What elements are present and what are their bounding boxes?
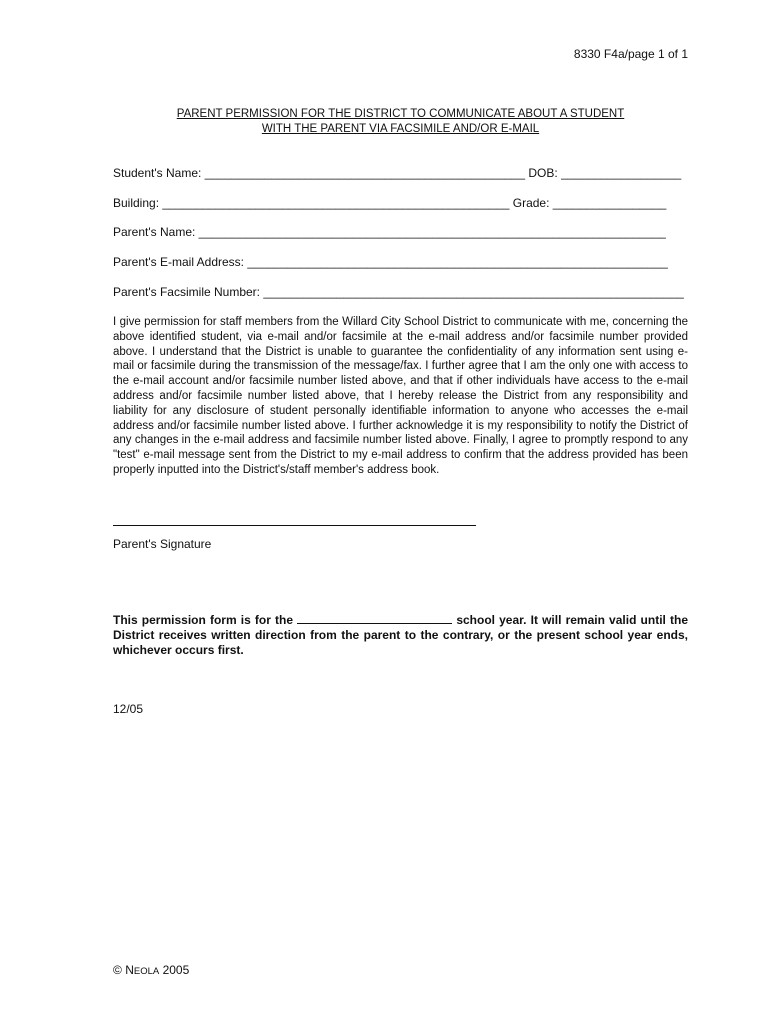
building-row [113, 196, 688, 211]
parent-fax-field[interactable]: _______________________________________________________________ [263, 285, 684, 299]
revision-date: 12/05 [113, 702, 144, 716]
brand-initial: N [125, 963, 134, 977]
brand-rest: EOLA [133, 966, 160, 977]
dob-label: DOB: [528, 166, 558, 180]
parent-email-field[interactable]: _______________________________________________________________ [247, 255, 668, 269]
parent-email-label: Parent's E-mail Address: [113, 255, 245, 269]
parent-name-label: Parent's Name: [113, 225, 196, 239]
grade-field[interactable]: _________________ [552, 196, 667, 210]
form-title-line-2: WITH THE PARENT VIA FACSIMILE AND/OR E-MAIL [261, 123, 540, 135]
parent-fax-label: Parent's Facsimile Number: [113, 285, 260, 299]
validity-statement [113, 612, 688, 658]
parent-name-field[interactable]: ______________________________________________________________________ [198, 225, 666, 239]
page-reference: 8330 F4a/page 1 of 1 [573, 47, 688, 61]
parent-email-row [113, 255, 688, 270]
signature-line[interactable] [113, 525, 476, 526]
parent-name-row [113, 225, 688, 240]
validity-suffix: school year. It will remain valid until the District receives written direction from the parent to the contrary, or the present school year ends, whichever occurs first. [113, 613, 688, 657]
grade-label: Grade: [512, 196, 550, 210]
student-name-field[interactable]: ________________________________________________ [204, 166, 529, 180]
parent-fax-row [113, 285, 688, 300]
copyright-year: 2005 [162, 963, 190, 977]
dob-field[interactable]: __________________ [561, 166, 682, 180]
building-label: Building: [113, 196, 160, 210]
signature-label: Parent's Signature [113, 537, 212, 551]
copyright-symbol: © [113, 963, 122, 977]
student-name-row [113, 166, 688, 181]
student-name-label: Student's Name: [113, 166, 202, 180]
form-title-line-1: PARENT PERMISSION FOR THE DISTRICT TO COMMUNICATE ABOUT A STUDENT [176, 108, 625, 120]
copyright-footer [113, 963, 189, 977]
validity-prefix: This permission form is for the [113, 613, 294, 627]
permission-paragraph: I give permission for staff members from the Willard City School District to communicate with me, concerning the above identified student, via e-mail and/or facsimile at the e-mail address and/or facsimile number provided above. I understand that the District is unable to guarantee the confidentiality of any information sent using e-mail or facsimile during the transmission of the message/fax. I further agree that I am the only one with access to the e-mail account and/or facsimile number listed above, and that if other individuals have access to the e-mail address and/or facsimile number listed above, that I hereby release the District from any responsibility and liability for any disclosure of student personally identifiable information to anyone who accesses the e-mail address and/or facsimile number listed above. I further acknowledge it is my responsibility to notify the District of any changes in the e-mail address and facsimile number listed above. Finally, I agree to promptly respond to any "test" e-mail message sent from the District to my e-mail address to confirm that the address provided has been properly inputted into the District's/staff member's address book. [113, 316, 688, 476]
form-title [113, 107, 688, 137]
school-year-field[interactable] [297, 612, 452, 624]
building-field[interactable]: ____________________________________________________ [162, 196, 513, 210]
